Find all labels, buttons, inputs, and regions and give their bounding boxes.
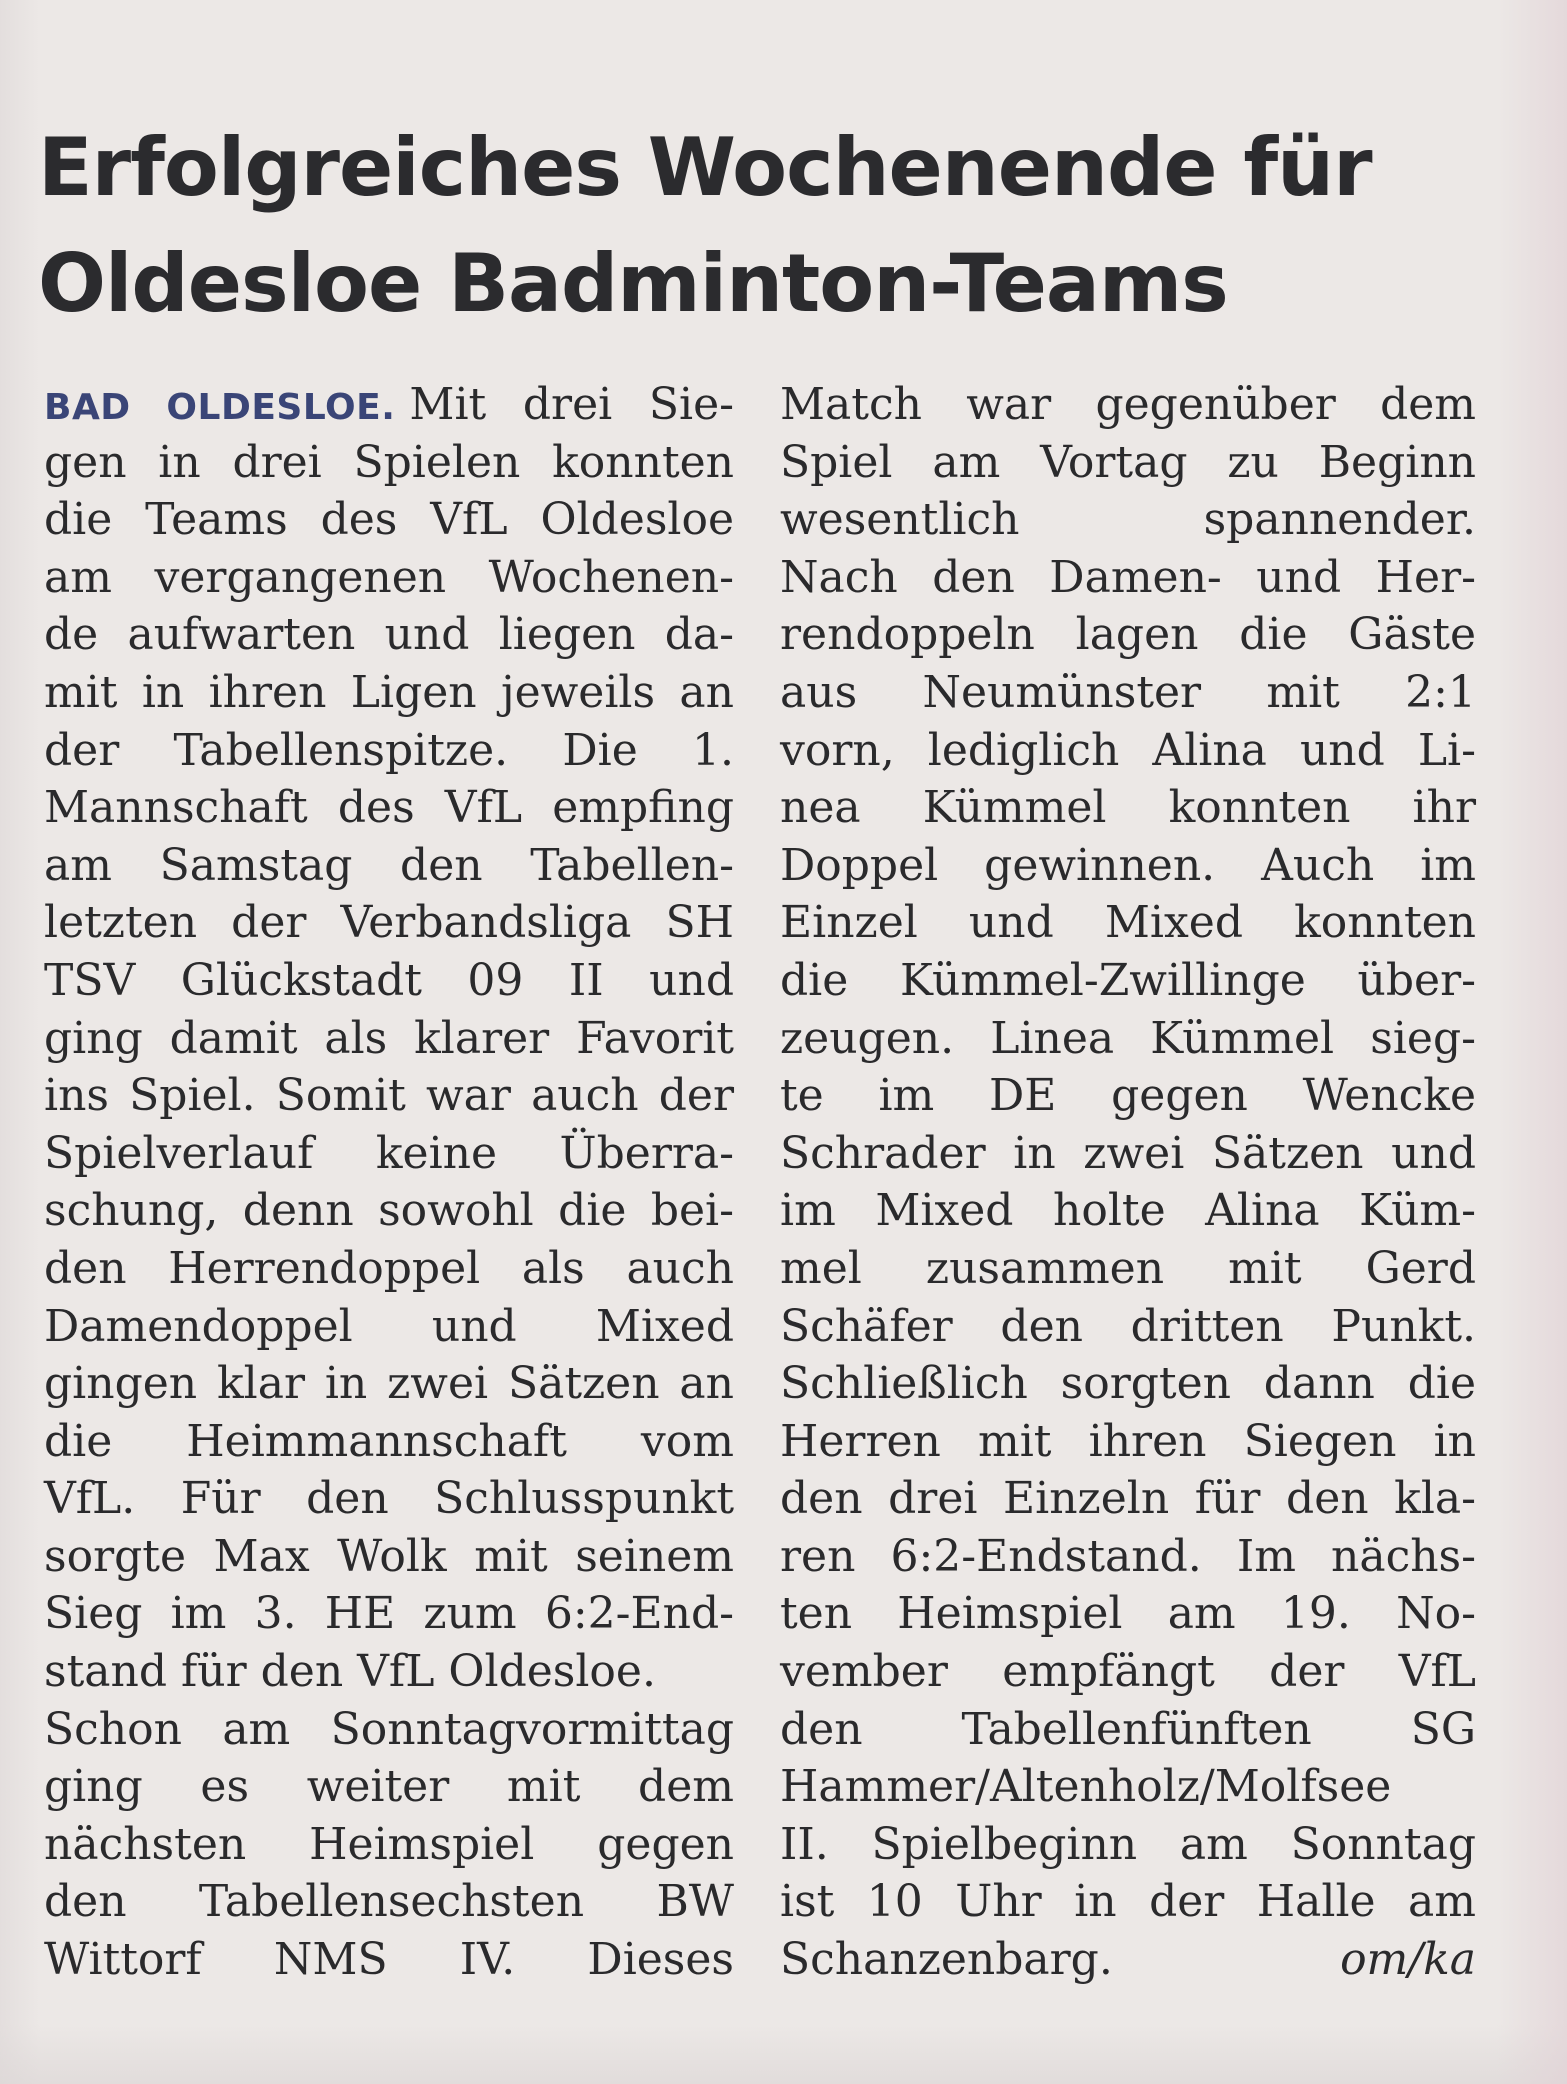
text-line: VfL. Für den Schlusspunkt	[44, 1473, 734, 1525]
text-line: vember empfängt der VfL	[780, 1646, 1476, 1698]
text-line: im Mixed holte Alina Küm-	[780, 1185, 1476, 1237]
text-line: Schon am Sonntagvormittag	[44, 1703, 734, 1755]
text-line: ren 6:2-Endstand. Im nächs-	[780, 1530, 1476, 1582]
text-line: den Tabellenfünften SG	[780, 1703, 1476, 1755]
text-line: wesentlich spannender.	[780, 494, 1476, 546]
text-line: nea Kümmel konnten ihr	[780, 782, 1476, 834]
text-line: Nach den Damen- und Her-	[780, 551, 1476, 603]
text-line	[44, 376, 734, 434]
text-line: de aufwarten und liegen da-	[44, 609, 734, 661]
text-line: Herren mit ihren Siegen in	[780, 1415, 1476, 1467]
text-line: nächsten Heimspiel gegen	[44, 1818, 734, 1870]
text-line	[780, 1931, 1476, 1989]
text-line: ging es weiter mit dem	[44, 1761, 734, 1813]
article-headline	[38, 110, 1458, 342]
text-line: TSV Glückstadt 09 II und	[44, 954, 734, 1006]
text-line: Spielverlauf keine Überra-	[44, 1127, 734, 1179]
text-line: rendoppeln lagen die Gäste	[780, 609, 1476, 661]
author-initials: om/ka	[1340, 1934, 1476, 1986]
text-line: gingen klar in zwei Sätzen an	[44, 1358, 734, 1410]
text-line: Hammer/Altenholz/Molfsee	[780, 1761, 1392, 1813]
text-line: die Heimmannschaft vom	[44, 1415, 734, 1467]
dateline: BAD OLDESLOE.	[44, 387, 396, 428]
text-line: ist 10 Uhr in der Halle am	[780, 1876, 1476, 1928]
text-line: Mannschaft des VfL empfing	[44, 782, 734, 834]
text-line: den drei Einzeln für den kla-	[780, 1473, 1476, 1525]
text-line: ten Heimspiel am 19. No-	[780, 1588, 1476, 1640]
text-line: Doppel gewinnen. Auch im	[780, 839, 1476, 891]
text-line: Einzel und Mixed konnten	[780, 897, 1476, 949]
text-line: Match war gegenüber dem	[780, 379, 1476, 430]
text-line: ging damit als klarer Favorit	[44, 1012, 734, 1064]
text-line: den Tabellensechsten BW	[44, 1876, 734, 1928]
text-line: gen in drei Spielen konnten	[44, 436, 734, 488]
text-line: aus Neumünster mit 2:1	[780, 666, 1476, 718]
text-line: II. Spielbeginn am Sonntag	[780, 1818, 1476, 1870]
text-line-content: Mit drei Sie-	[409, 379, 734, 430]
text-line: Schließlich sorgten dann die	[780, 1358, 1476, 1410]
text-line: Schrader in zwei Sätzen und	[780, 1127, 1476, 1179]
text-line: sorgte Max Wolk mit seinem	[44, 1530, 734, 1582]
text-line: Sieg im 3. HE zum 6:2-End-	[44, 1588, 734, 1640]
text-line: vorn, lediglich Alina und Li-	[780, 724, 1476, 776]
headline-line: Erfolgreiches Wochenende für	[38, 121, 1372, 214]
text-line: stand für den VfL Oldesloe.	[44, 1646, 656, 1698]
text-line: die Kümmel-Zwillinge über-	[780, 954, 1476, 1006]
text-line: die Teams des VfL Oldesloe	[44, 494, 734, 546]
text-line: mit in ihren Ligen jeweils an	[44, 666, 734, 718]
text-line: Damendoppel und Mixed	[44, 1300, 734, 1352]
headline-line: Oldesloe Badminton-Teams	[38, 237, 1228, 330]
text-line: am vergangenen Wochenen-	[44, 551, 734, 603]
text-line: am Samstag den Tabellen-	[44, 839, 734, 891]
text-line: schung, denn sowohl die bei-	[44, 1185, 734, 1237]
text-line: den Herrendoppel als auch	[44, 1242, 734, 1294]
paper-edge	[1497, 0, 1567, 2084]
text-line-content: Schanzenbarg.	[780, 1934, 1113, 1986]
text-line: der Tabellenspitze. Die 1.	[44, 724, 734, 776]
text-line: te im DE gegen Wencke	[780, 1070, 1476, 1122]
article-column-right	[780, 376, 1476, 1989]
text-line: letzten der Verbandsliga SH	[44, 897, 734, 949]
text-line: zeugen. Linea Kümmel sieg-	[780, 1012, 1476, 1064]
text-line: ins Spiel. Somit war auch der	[44, 1070, 734, 1122]
article-column-left	[44, 376, 734, 1989]
text-line: Schäfer den dritten Punkt.	[780, 1300, 1476, 1352]
text-line: Spiel am Vortag zu Beginn	[780, 436, 1476, 488]
text-line: Wittorf NMS IV. Dieses	[44, 1934, 734, 1986]
text-line: mel zusammen mit Gerd	[780, 1242, 1476, 1294]
